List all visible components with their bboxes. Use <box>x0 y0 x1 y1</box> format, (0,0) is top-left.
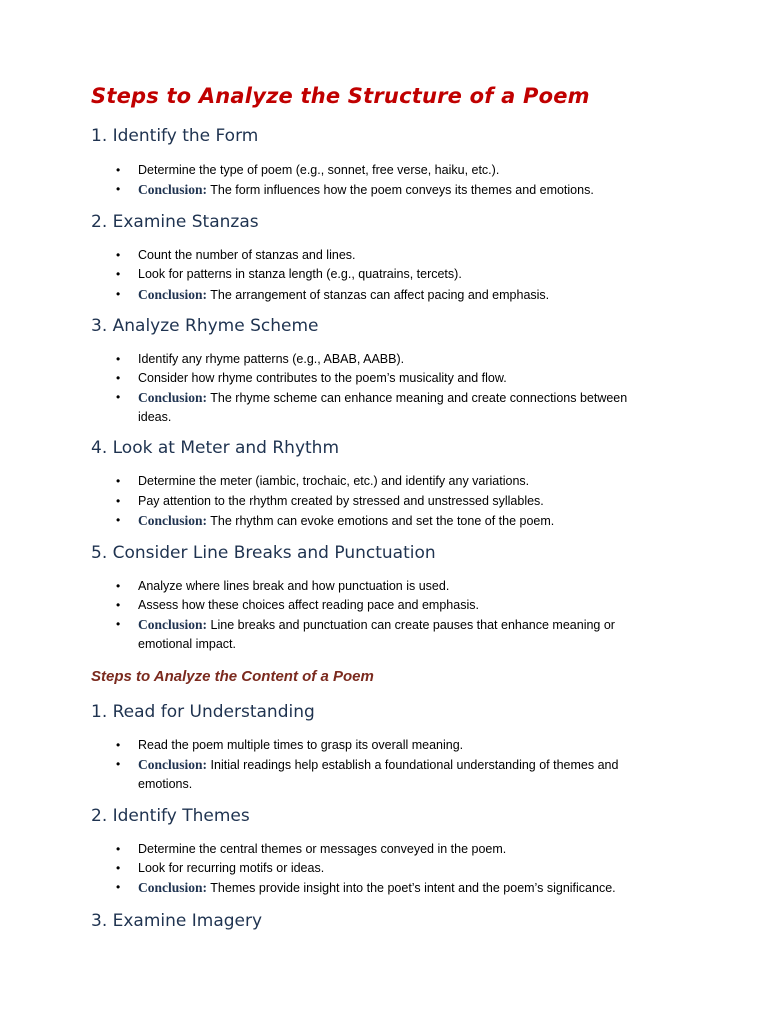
conclusion-label: Conclusion: <box>138 513 208 528</box>
list-item <box>116 755 658 794</box>
list-item-text: The arrangement of stanzas can affect pacing and emphasis. <box>210 288 550 302</box>
bullet: • <box>116 182 121 196</box>
section-heading: 3. Examine Imagery <box>91 911 263 931</box>
list-item <box>116 736 464 755</box>
bullet: • <box>116 352 121 366</box>
bullet: • <box>116 513 121 527</box>
list-item <box>116 388 658 427</box>
list-item <box>116 180 594 200</box>
conclusion-label: Conclusion: <box>138 287 208 302</box>
bullet: • <box>116 474 121 488</box>
bullet: • <box>116 248 121 262</box>
list-item-text: The form influences how the poem conveys its themes and emotions. <box>210 183 594 197</box>
list-item-text: Determine the type of poem (e.g., sonnet, free verse, haiku, etc.). <box>138 163 500 177</box>
list-item <box>116 840 507 859</box>
list-item <box>116 596 479 615</box>
list-item <box>116 161 500 180</box>
list-item-text: Read the poem multiple times to grasp its overall meaning. <box>138 738 464 752</box>
list-item-text: Consider how rhyme contributes to the poem’s musicality and flow. <box>138 371 507 385</box>
section-heading: 2. Identify Themes <box>91 806 250 826</box>
list-item <box>116 369 507 388</box>
list-item-text: Count the number of stanzas and lines. <box>138 248 356 262</box>
list-item <box>116 350 405 369</box>
list-item <box>116 246 356 265</box>
list-item-text: Determine the central themes or messages conveyed in the poem. <box>138 842 507 856</box>
bullet: • <box>116 880 121 894</box>
bullet: • <box>116 617 121 631</box>
bullet: • <box>116 267 121 281</box>
list-item-text: Initial readings help establish a foundational understanding of themes and emotions. <box>138 758 619 791</box>
bullet: • <box>116 494 121 508</box>
bullet: • <box>116 861 121 875</box>
bullet: • <box>116 163 121 177</box>
list-item-text: Determine the meter (iambic, trochaic, etc.) and identify any variations. <box>138 474 530 488</box>
list-item-text: Analyze where lines break and how punctuation is used. <box>138 579 450 593</box>
list-item <box>116 285 550 305</box>
section-heading: 2. Examine Stanzas <box>91 212 259 232</box>
list-item-text: Identify any rhyme patterns (e.g., ABAB, AABB). <box>138 352 405 366</box>
bullet: • <box>116 579 121 593</box>
bullet: • <box>116 598 121 612</box>
list-item-text: The rhyme scheme can enhance meaning and create connections between ideas. <box>138 391 628 424</box>
conclusion-label: Conclusion: <box>138 390 208 405</box>
conclusion-label: Conclusion: <box>138 182 208 197</box>
section-heading: 1. Read for Understanding <box>91 702 315 722</box>
bullet: • <box>116 738 121 752</box>
section-heading: 1. Identify the Form <box>91 126 259 146</box>
conclusion-label: Conclusion: <box>138 757 208 772</box>
bullet: • <box>116 371 121 385</box>
document-title: Steps to Analyze the Structure of a Poem <box>91 84 590 108</box>
section-heading: 4. Look at Meter and Rhythm <box>91 438 340 458</box>
section-heading: 5. Consider Line Breaks and Punctuation <box>91 543 436 563</box>
list-item-text: Pay attention to the rhythm created by stressed and unstressed syllables. <box>138 494 544 508</box>
list-item <box>116 577 450 596</box>
section-heading: 3. Analyze Rhyme Scheme <box>91 316 319 336</box>
list-item-text: Assess how these choices affect reading pace and emphasis. <box>138 598 479 612</box>
bullet: • <box>116 287 121 301</box>
list-item-text: Look for patterns in stanza length (e.g., quatrains, tercets). <box>138 267 462 281</box>
conclusion-label: Conclusion: <box>138 880 208 895</box>
list-item <box>116 859 325 878</box>
list-item <box>116 265 462 284</box>
bullet: • <box>116 757 121 771</box>
list-item <box>116 511 555 531</box>
list-item-text: The rhythm can evoke emotions and set the tone of the poem. <box>210 514 555 528</box>
bullet: • <box>116 390 121 404</box>
list-item-text: Line breaks and punctuation can create pauses that enhance meaning or emotional impact. <box>138 618 615 651</box>
list-item <box>116 472 530 491</box>
list-item <box>116 878 616 898</box>
content-subtitle: Steps to Analyze the Content of a Poem <box>91 668 374 685</box>
conclusion-label: Conclusion: <box>138 617 208 632</box>
list-item-text: Look for recurring motifs or ideas. <box>138 861 325 875</box>
bullet: • <box>116 842 121 856</box>
list-item-text: Themes provide insight into the poet’s intent and the poem’s significance. <box>210 881 616 895</box>
list-item <box>116 492 544 511</box>
list-item <box>116 615 658 654</box>
